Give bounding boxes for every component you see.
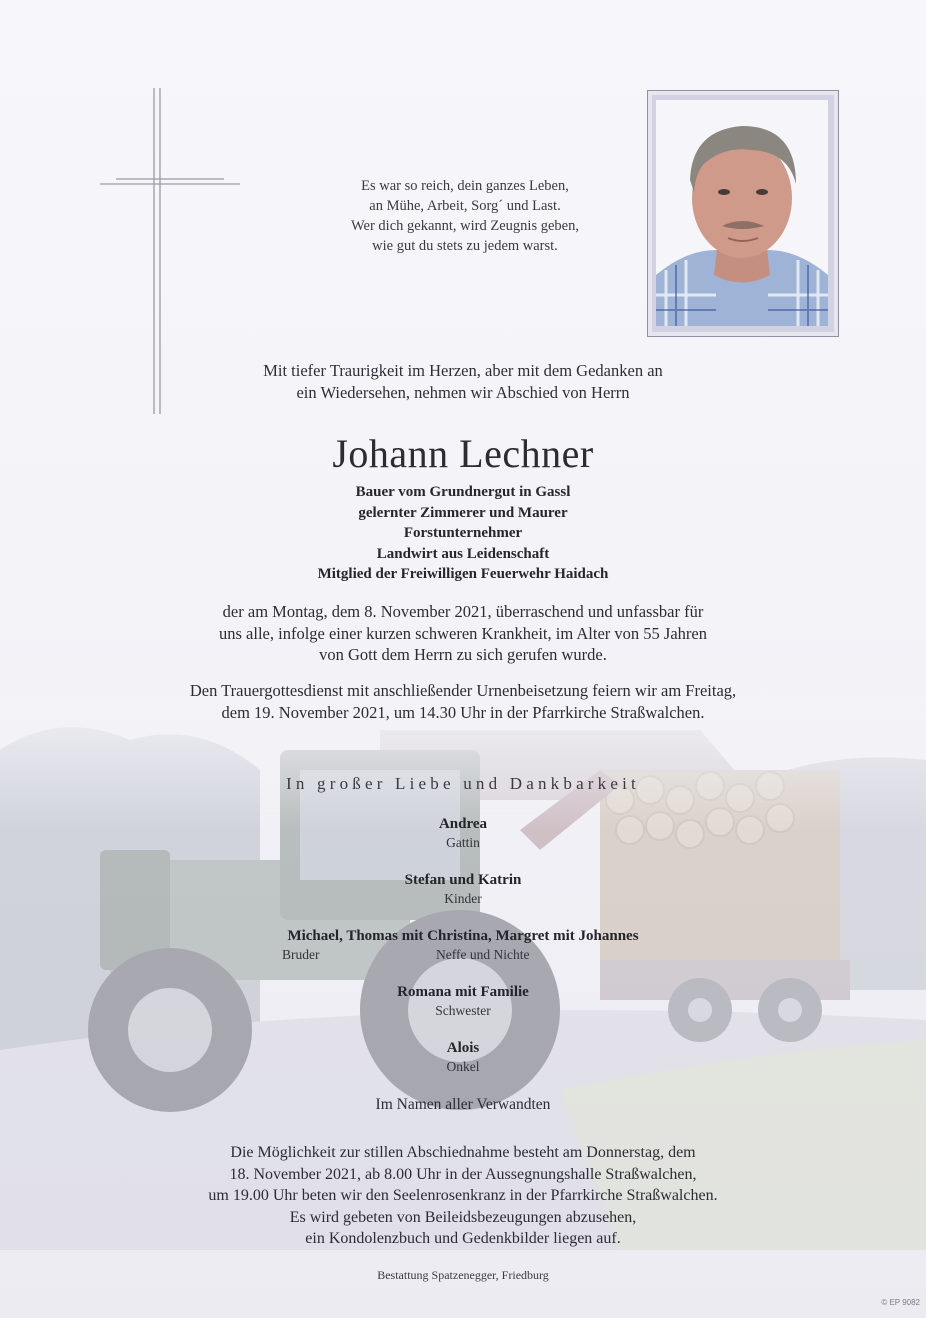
- mourner-relation: Neffe und Nichte: [436, 947, 530, 962]
- mourner-name: Romana mit Familie: [397, 984, 529, 1000]
- title-line: Mitglied der Freiwilligen Feuerwehr Haidach: [317, 566, 609, 582]
- title-line: Landwirt aus Leidenschaft: [376, 545, 550, 562]
- intro-text: [150, 360, 776, 404]
- mourner-entry: [150, 871, 776, 908]
- notice-line: Die Möglichkeit zur stillen Abschiednahme besteht am Donnerstag, dem: [230, 1144, 696, 1161]
- death-notice: [150, 601, 776, 666]
- intro-line: Mit tiefer Traurigkeit im Herzen, aber mit dem Gedanken an: [263, 361, 663, 380]
- poem-verse: [250, 176, 680, 256]
- portrait-frame: [647, 90, 839, 337]
- mourner-name: Andrea: [438, 816, 488, 832]
- funeral-notice: [150, 680, 776, 723]
- poem-line: Wer dich gekannt, wird Zeugnis geben,: [351, 218, 579, 234]
- deceased-titles: [150, 482, 776, 585]
- mourner-relation: Bruder: [282, 947, 320, 962]
- title-line: Forstunternehmer: [403, 525, 523, 541]
- mourner-name: Stefan und Katrin: [404, 872, 522, 888]
- relatives-line: Im Namen aller Verwandten: [375, 1096, 551, 1113]
- mourner-entry: [150, 927, 776, 964]
- title-line: Bauer vom Grundnergut in Gassl: [355, 484, 571, 500]
- mourner-name: Alois: [446, 1040, 480, 1056]
- mourner-entry: [150, 983, 776, 1020]
- undertaker-credit: Bestattung Spatzenegger, Friedburg: [377, 1268, 549, 1282]
- notice-line: von Gott dem Herrn zu sich gerufen wurde.: [319, 645, 607, 664]
- notice-line: um 19.00 Uhr beten wir den Seelenrosenkranz in der Pfarrkirche Straßwalchen.: [208, 1187, 718, 1204]
- notice-line: der am Montag, dem 8. November 2021, überraschend und unfassbar für: [222, 602, 704, 621]
- mourner-entry: [150, 815, 776, 852]
- intro-line: ein Wiedersehen, nehmen wir Abschied von Herrn: [296, 383, 630, 402]
- notice-line: Es wird gebeten von Beileidsbezeugungen abzusehen,: [289, 1208, 637, 1226]
- notice-line: uns alle, infolge einer kurzen schweren Krankheit, im Alter von 55 Jahren: [219, 623, 707, 643]
- mourner-relation: Onkel: [446, 1059, 480, 1074]
- poem-line: Es war so reich, dein ganzes Leben,: [361, 178, 569, 194]
- mourner-relation-row: [150, 946, 776, 964]
- print-code: © EP 9082: [881, 1298, 920, 1307]
- notice-line: dem 19. November 2021, um 14.30 Uhr in der Pfarrkirche Straßwalchen.: [221, 702, 705, 722]
- notice-line: 18. November 2021, ab 8.00 Uhr in der Aussegnungshalle Straßwalchen,: [229, 1165, 697, 1183]
- poem-line: wie gut du stets zu jedem warst.: [372, 238, 558, 254]
- mourner-relation: Schwester: [435, 1003, 491, 1018]
- dedication-heading: In großer Liebe und Dankbarkeit: [286, 774, 640, 793]
- deceased-name: Johann Lechner: [332, 431, 594, 476]
- title-line: gelernter Zimmerer und Maurer: [358, 504, 568, 521]
- mourner-name: Michael, Thomas mit Christina, Margret mit Johannes: [287, 928, 639, 944]
- portrait-photo: [656, 100, 828, 326]
- poem-line: an Mühe, Arbeit, Sorg´ und Last.: [369, 198, 561, 214]
- mourner-relation: Gattin: [446, 835, 480, 850]
- mourner-relation: Kinder: [444, 891, 482, 906]
- notice-line: ein Kondolenzbuch und Gedenkbilder liegen auf.: [305, 1230, 621, 1247]
- mourner-entry: [150, 1039, 776, 1076]
- viewing-notice: [150, 1142, 776, 1250]
- notice-line: Den Trauergottesdienst mit anschließender Urnenbeisetzung feiern wir am Freitag,: [189, 681, 737, 700]
